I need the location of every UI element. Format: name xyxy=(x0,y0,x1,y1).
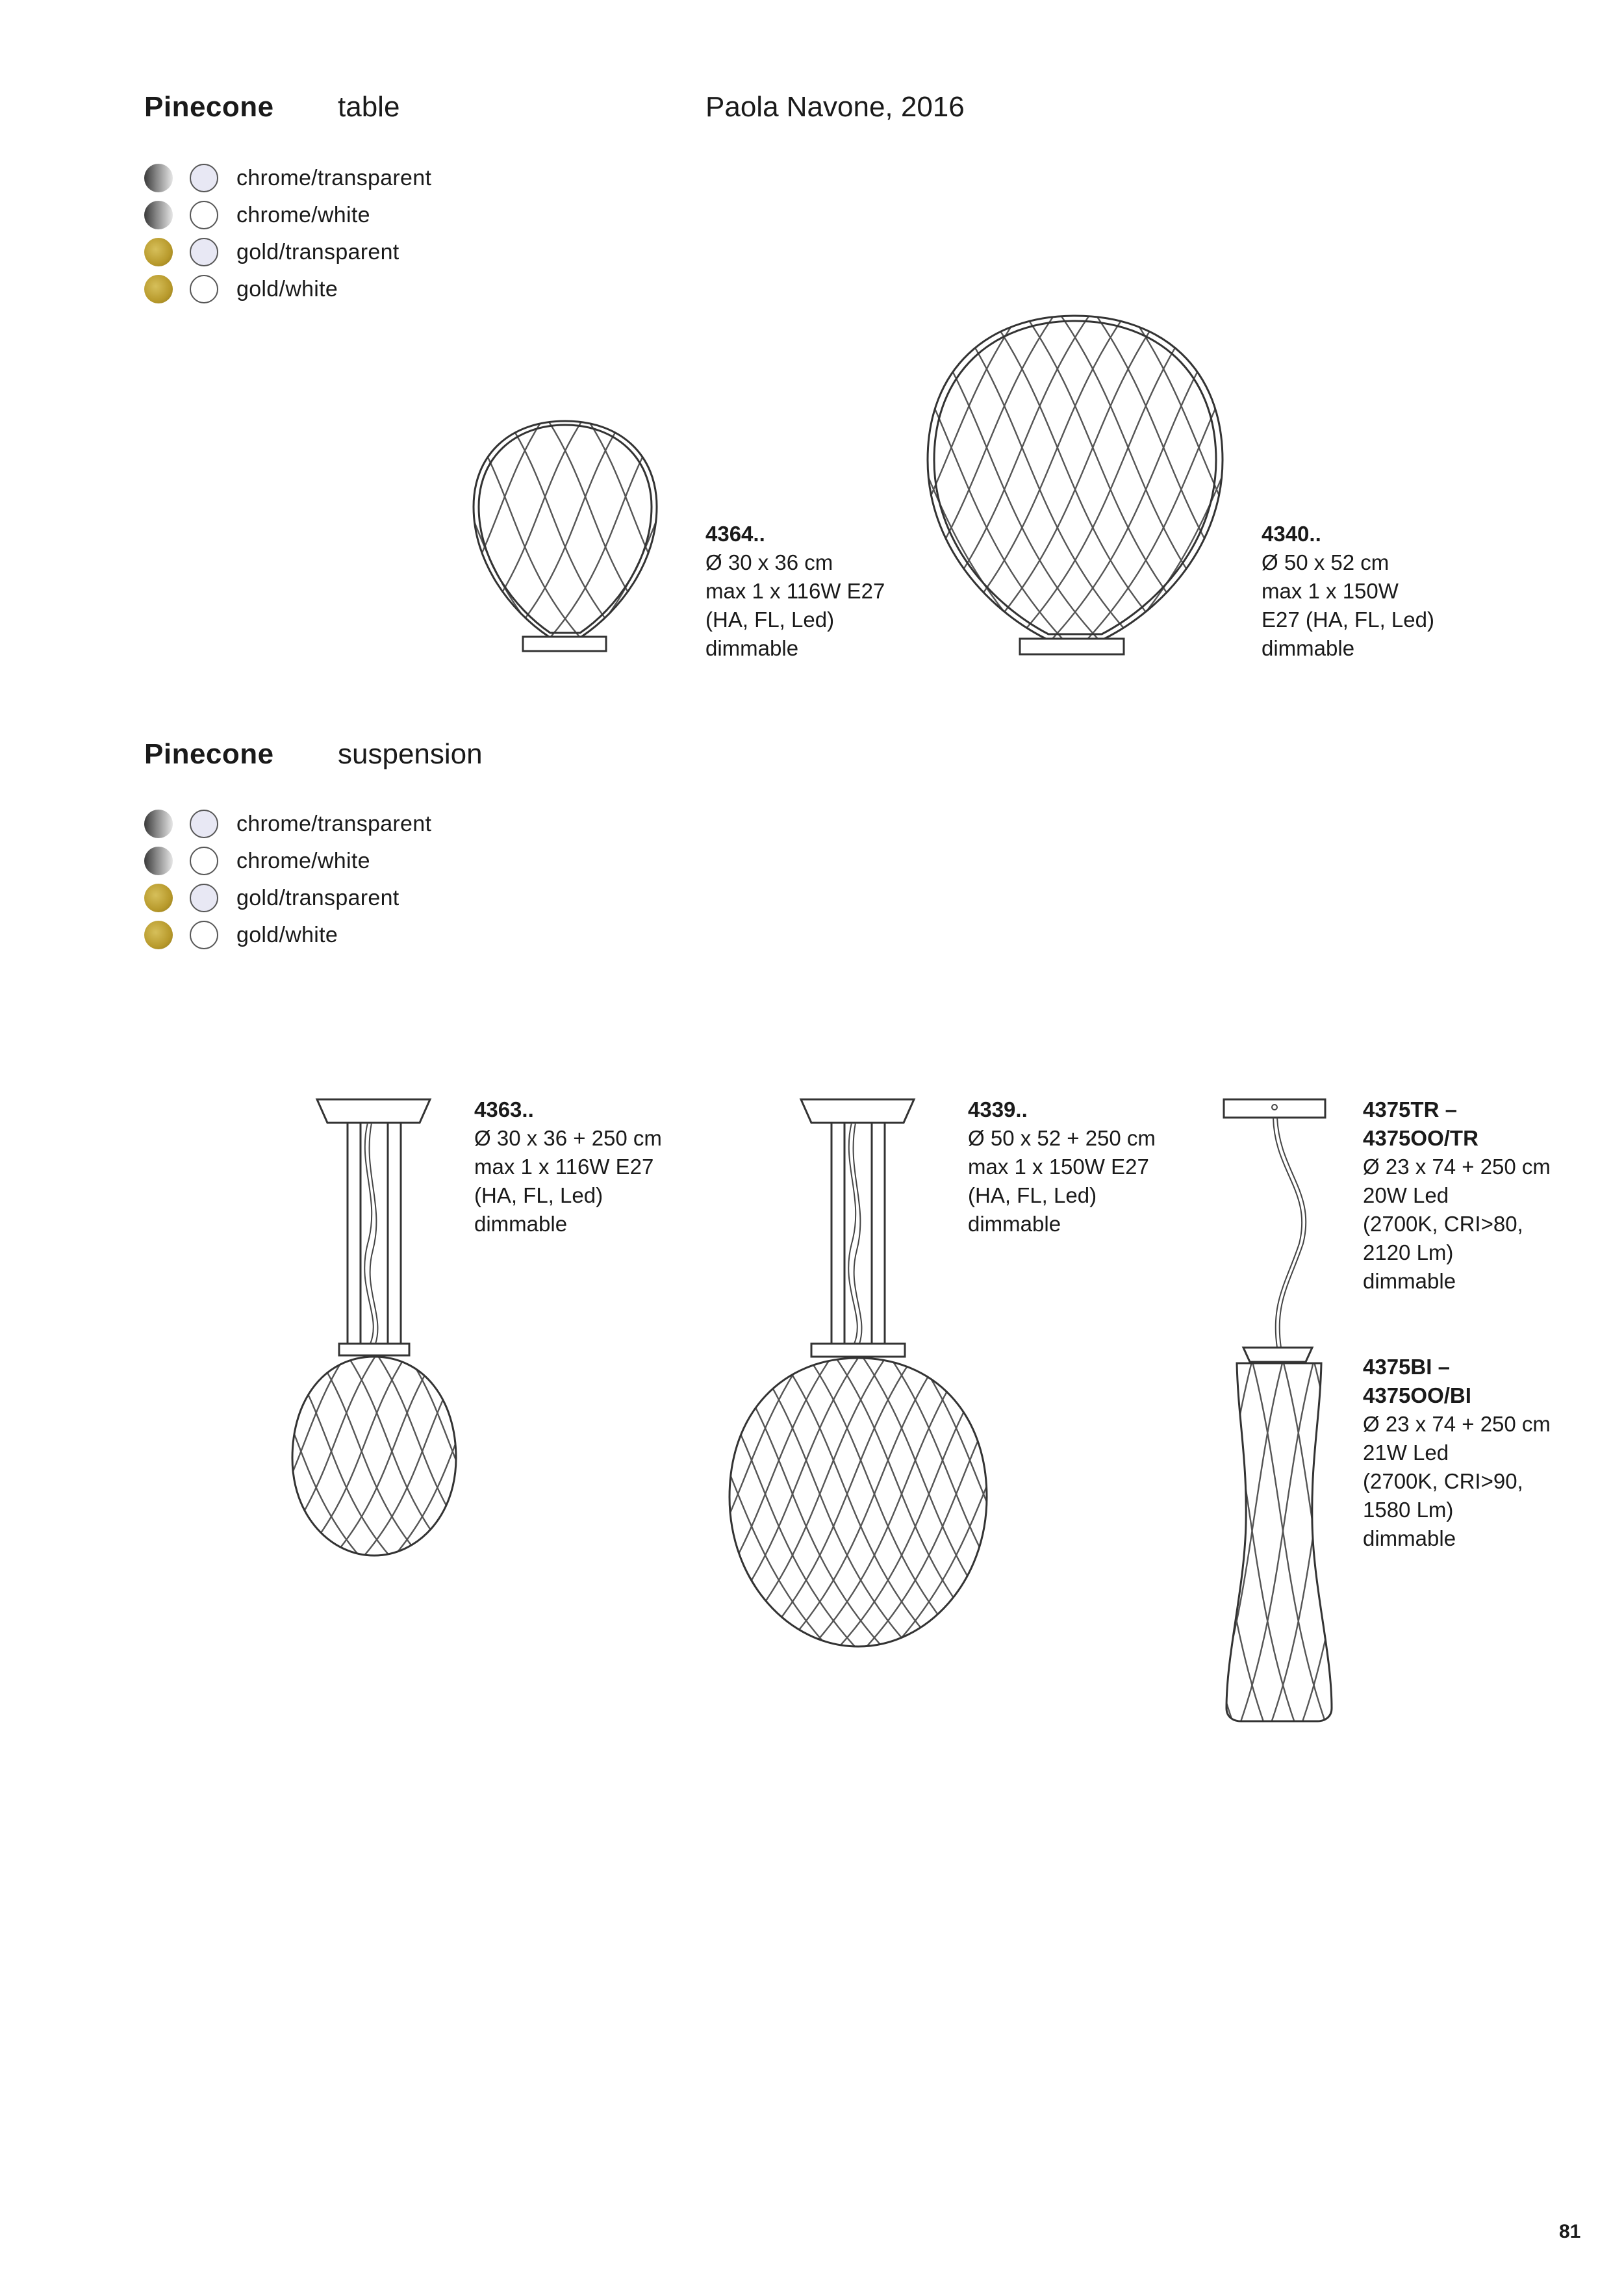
product-code: 4375TR – xyxy=(1363,1097,1457,1121)
product-code: 4375OO/TR xyxy=(1363,1126,1478,1150)
transparent-swatch xyxy=(190,238,218,266)
white-swatch xyxy=(190,921,218,949)
white-swatch xyxy=(190,847,218,875)
spec-line: max 1 x 116W E27 xyxy=(705,579,885,603)
spec-line: (2700K, CRI>90, xyxy=(1363,1469,1523,1493)
chrome-swatch xyxy=(144,847,173,875)
spec-line: Ø 30 x 36 cm xyxy=(705,550,833,574)
chrome-swatch xyxy=(144,810,173,838)
spec-line: Ø 23 x 74 + 250 cm xyxy=(1363,1155,1551,1179)
spec-4340 xyxy=(1262,520,1434,663)
table-lamp-4364-drawing xyxy=(464,416,666,663)
product-code: 4375BI – xyxy=(1363,1355,1450,1379)
gold-swatch xyxy=(144,275,173,303)
section-title-suspension: Pinecone xyxy=(144,738,274,770)
spec-4363 xyxy=(474,1095,662,1238)
suspension-lamp-4339-drawing xyxy=(724,1094,997,1653)
product-code: 4363.. xyxy=(474,1097,534,1121)
finish-row xyxy=(144,843,370,879)
suspension-lamp-4363-drawing xyxy=(286,1094,468,1569)
spec-line: max 1 x 150W E27 xyxy=(968,1155,1149,1179)
spec-4375tr xyxy=(1363,1095,1551,1296)
spec-line: (HA, FL, Led) xyxy=(705,608,835,632)
spec-4339 xyxy=(968,1095,1156,1238)
spec-line: 2120 Lm) xyxy=(1363,1240,1454,1264)
product-code: 4340.. xyxy=(1262,522,1321,546)
chrome-swatch xyxy=(144,164,173,192)
finish-row xyxy=(144,806,431,842)
finish-label: chrome/white xyxy=(236,848,370,873)
gold-swatch xyxy=(144,238,173,266)
finish-row xyxy=(144,917,338,953)
finish-label: gold/white xyxy=(236,922,338,947)
spec-4364 xyxy=(705,520,885,663)
finish-label: gold/white xyxy=(236,276,338,301)
spec-line: dimmable xyxy=(1262,636,1355,660)
section-type-suspension: suspension xyxy=(338,738,483,770)
finish-label: gold/transparent xyxy=(236,239,400,264)
spec-line: (HA, FL, Led) xyxy=(968,1183,1097,1207)
transparent-swatch xyxy=(190,164,218,192)
designer-credit: Paola Navone, 2016 xyxy=(705,91,965,123)
product-code: 4375OO/BI xyxy=(1363,1383,1471,1407)
finish-row xyxy=(144,234,400,270)
spec-line: dimmable xyxy=(705,636,799,660)
spec-line: Ø 30 x 36 + 250 cm xyxy=(474,1126,662,1150)
chrome-swatch xyxy=(144,201,173,229)
gold-swatch xyxy=(144,884,173,912)
product-code: 4339.. xyxy=(968,1097,1028,1121)
spec-line: Ø 23 x 74 + 250 cm xyxy=(1363,1412,1551,1436)
spec-line: max 1 x 150W xyxy=(1262,579,1399,603)
spec-line: 20W Led xyxy=(1363,1183,1449,1207)
white-swatch xyxy=(190,275,218,303)
spec-4375bi xyxy=(1363,1353,1551,1553)
finish-label: gold/transparent xyxy=(236,885,400,910)
spec-line: max 1 x 116W E27 xyxy=(474,1155,654,1179)
spec-line: dimmable xyxy=(1363,1526,1456,1550)
transparent-swatch xyxy=(190,884,218,912)
finish-label: chrome/transparent xyxy=(236,165,432,190)
spec-line: Ø 50 x 52 cm xyxy=(1262,550,1389,574)
transparent-swatch xyxy=(190,810,218,838)
finish-row xyxy=(144,880,400,916)
white-swatch xyxy=(190,201,218,229)
spec-line: (HA, FL, Led) xyxy=(474,1183,603,1207)
page-number: 81 xyxy=(1559,2221,1581,2242)
spec-line: dimmable xyxy=(474,1212,568,1236)
gold-swatch xyxy=(144,921,173,949)
finish-row xyxy=(144,197,370,233)
spec-line: E27 (HA, FL, Led) xyxy=(1262,608,1434,632)
finish-label: chrome/white xyxy=(236,202,370,227)
spec-line: dimmable xyxy=(1363,1269,1456,1293)
suspension-lamp-4375-drawing xyxy=(1221,1094,1345,1731)
spec-line: dimmable xyxy=(968,1212,1061,1236)
table-lamp-4340-drawing xyxy=(916,311,1234,661)
finish-label: chrome/transparent xyxy=(236,811,432,836)
spec-line: 1580 Lm) xyxy=(1363,1498,1454,1522)
product-code: 4364.. xyxy=(705,522,765,546)
spec-line: (2700K, CRI>80, xyxy=(1363,1212,1523,1236)
section-type-table: table xyxy=(338,91,400,123)
finish-row xyxy=(144,271,338,307)
section-title-table: Pinecone xyxy=(144,91,274,123)
finish-row xyxy=(144,160,431,196)
spec-line: 21W Led xyxy=(1363,1441,1449,1465)
spec-line: Ø 50 x 52 + 250 cm xyxy=(968,1126,1156,1150)
